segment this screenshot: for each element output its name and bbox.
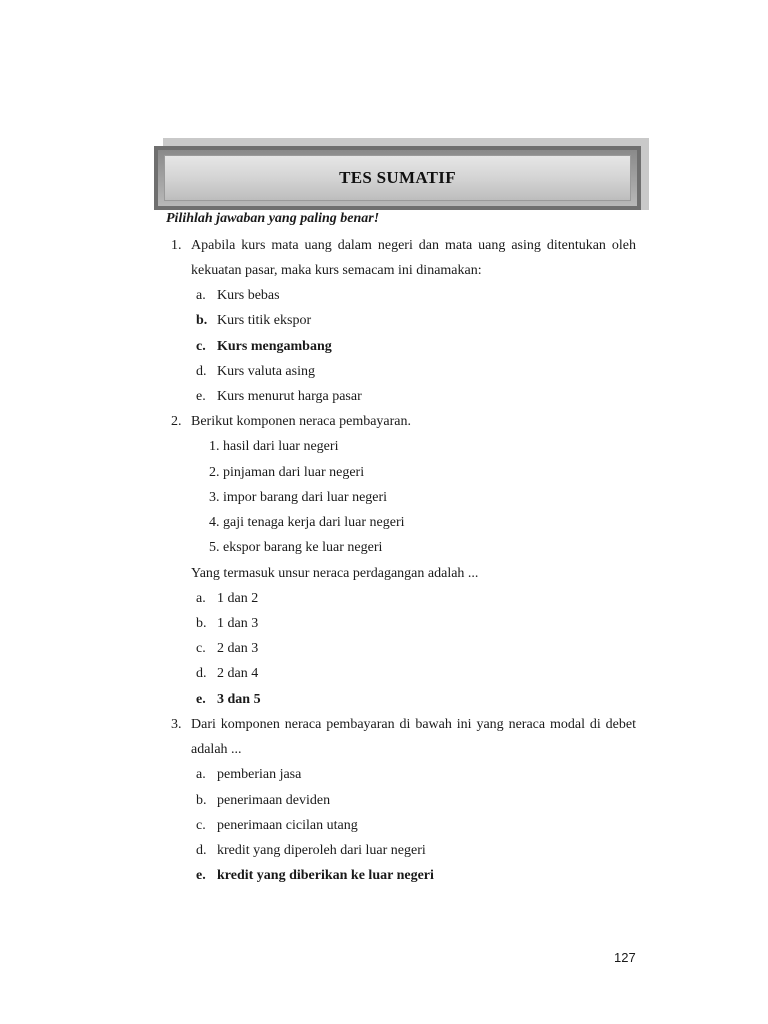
list-item: 3. impor barang dari luar negeri <box>209 490 388 505</box>
option-letter: d. <box>196 364 207 379</box>
option-text: Kurs titik ekspor <box>217 313 312 328</box>
option-letter: c. <box>196 339 206 354</box>
option-text: 2 dan 3 <box>217 641 259 656</box>
question-text-line: Berikut komponen neraca pembayaran. <box>191 414 412 429</box>
instruction-text: Pilihlah jawaban yang paling benar! <box>166 211 380 226</box>
question-text-line: kekuatan pasar, maka kurs semacam ini dinamakan: <box>191 263 482 278</box>
list-item: 1. hasil dari luar negeri <box>209 439 339 454</box>
list-item: 5. ekspor barang ke luar negeri <box>209 540 383 555</box>
option-text: penerimaan deviden <box>217 793 331 808</box>
option-letter: e. <box>196 389 206 404</box>
question-number: 2. <box>171 414 182 429</box>
option-letter: a. <box>196 767 206 782</box>
option-letter: c. <box>196 818 206 833</box>
option-text: penerimaan cicilan utang <box>217 818 358 833</box>
option-letter: a. <box>196 288 206 303</box>
title-banner-inner <box>164 155 631 201</box>
option-letter: b. <box>196 793 207 808</box>
page-title: TES SUMATIF <box>339 168 456 187</box>
question-text-line: adalah ... <box>191 742 242 757</box>
option-text: Kurs valuta asing <box>217 364 315 379</box>
option-letter: c. <box>196 641 206 656</box>
question-number: 3. <box>171 717 182 732</box>
question-text-line: Dari komponen neraca pembayaran di bawah ini yang neraca modal di debet <box>191 717 636 732</box>
list-item: 2. pinjaman dari luar negeri <box>209 465 365 480</box>
option-text: kredit yang diperoleh dari luar negeri <box>217 843 426 858</box>
question-text-line: Apabila kurs mata uang dalam negeri dan mata uang asing ditentukan oleh <box>191 238 636 253</box>
page-number: 127 <box>614 950 636 965</box>
option-letter: a. <box>196 591 206 606</box>
option-text: Kurs menurut harga pasar <box>217 389 362 404</box>
option-text: 1 dan 2 <box>217 591 259 606</box>
option-text: Kurs mengambang <box>217 339 332 354</box>
option-text: kredit yang diberikan ke luar negeri <box>217 868 434 883</box>
question-prompt: Yang termasuk unsur neraca perdagangan adalah ... <box>191 566 479 581</box>
question-number: 1. <box>171 238 182 253</box>
option-text: Kurs bebas <box>217 288 280 303</box>
option-letter: b. <box>196 616 207 631</box>
option-letter: d. <box>196 666 207 681</box>
option-letter: e. <box>196 868 206 883</box>
list-item: 4. gaji tenaga kerja dari luar negeri <box>209 515 405 530</box>
option-letter: e. <box>196 692 206 707</box>
option-text: pemberian jasa <box>217 767 302 782</box>
option-letter: b. <box>196 313 208 328</box>
title-banner <box>154 146 641 210</box>
option-text: 1 dan 3 <box>217 616 259 631</box>
option-letter: d. <box>196 843 207 858</box>
option-text: 3 dan 5 <box>217 692 261 707</box>
option-text: 2 dan 4 <box>217 666 259 681</box>
